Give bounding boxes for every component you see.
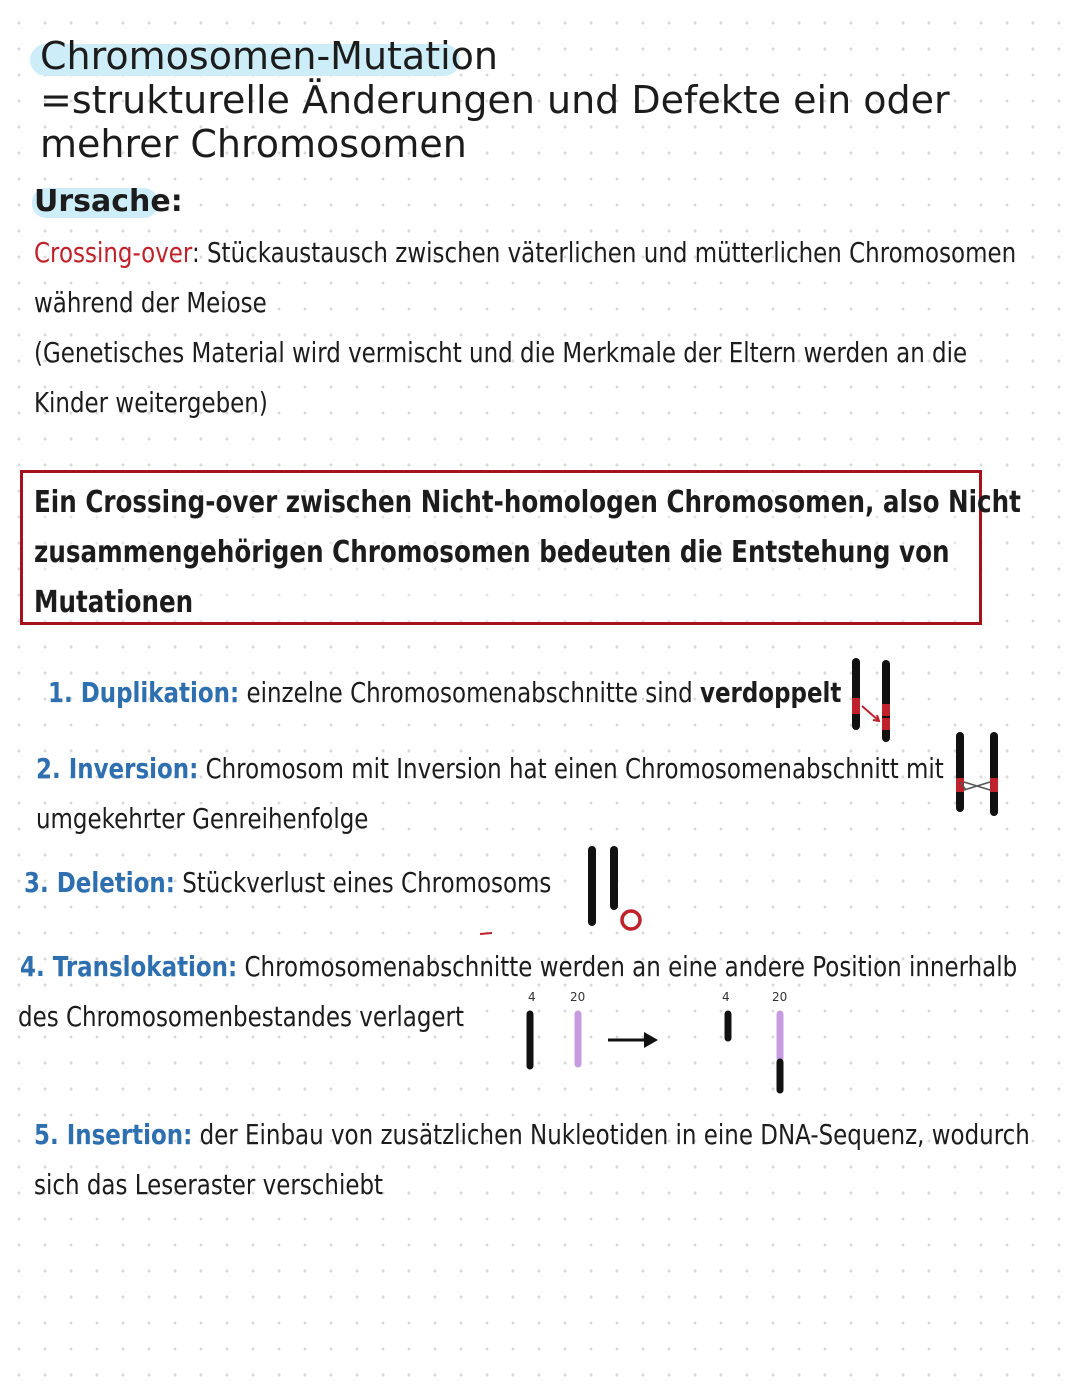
item-insertion: [34, 1110, 1030, 1160]
mark-icon: [478, 928, 498, 938]
crossing-over-term: Crossing-over: [34, 236, 192, 269]
page-title: Chromosomen-Mutation: [40, 34, 499, 78]
definition-line-1: =strukturelle Änderungen und Defekte ein oder: [40, 78, 950, 122]
item-inversion-label: 2. Inversion:: [36, 752, 199, 785]
inversion-chromosome-icon: [944, 730, 1014, 820]
item-inversion: [36, 744, 944, 794]
box-line-2: zusammengehörigen Chromosomen bedeuten die Entstehung von: [34, 535, 950, 570]
item-deletion: [24, 858, 551, 908]
item-inversion-line-2: umgekehrter Genreihenfolge: [36, 802, 369, 835]
translocation-number-20b: 20: [772, 990, 788, 1004]
definition-line-2: mehrer Chromosomen: [40, 122, 467, 166]
cause-line-2: während der Meiose: [34, 286, 267, 319]
item-insertion-line-2: sich das Leseraster verschiebt: [34, 1168, 384, 1201]
box-line-1: Ein Crossing-over zwischen Nicht-homologen Chromosomen, also Nicht: [34, 485, 1021, 520]
item-translokation-label: 4. Translokation:: [20, 950, 238, 983]
translocation-diagram-icon: [518, 1008, 808, 1098]
cause-line-3: (Genetisches Material wird vermischt und die Merkmale der Eltern werden an die: [34, 336, 968, 369]
cause-line-1-text: : Stückaustausch zwischen väterlichen und mütterlichen Chromosomen: [191, 236, 1017, 269]
item-deletion-label: 3. Deletion:: [24, 866, 175, 899]
translocation-number-4a: 4: [528, 990, 536, 1004]
item-deletion-text: Stückverlust eines Chromosoms: [174, 866, 552, 899]
box-line-3: Mutationen: [34, 585, 194, 620]
cause-heading: Ursache:: [34, 184, 183, 219]
duplication-chromosome-icon: [840, 656, 900, 746]
translocation-number-20a: 20: [570, 990, 586, 1004]
item-insertion-text: der Einbau von zusätzlichen Nukleotiden in eine DNA-Sequenz, wodurch: [192, 1118, 1030, 1151]
item-duplikation-text: einzelne Chromosomenabschnitte sind: [239, 676, 701, 709]
item-duplikation: [48, 668, 841, 718]
cause-line-1: [34, 228, 1016, 278]
item-inversion-text: Chromosom mit Inversion hat einen Chromosomenabschnitt mit: [198, 752, 944, 785]
item-insertion-label: 5. Insertion:: [34, 1118, 193, 1151]
translocation-number-4b: 4: [722, 990, 730, 1004]
item-translokation-line-2: des Chromosomenbestandes verlagert: [18, 1000, 464, 1033]
item-translokation-text: Chromosomenabschnitte werden an eine andere Position innerhalb: [237, 950, 1018, 983]
item-translokation: [20, 942, 1017, 992]
deletion-chromosome-icon: [578, 842, 648, 934]
item-duplikation-label: 1. Duplikation:: [48, 676, 240, 709]
item-duplikation-bold: verdoppelt: [700, 676, 842, 709]
cause-line-4: Kinder weitergeben): [34, 386, 268, 419]
